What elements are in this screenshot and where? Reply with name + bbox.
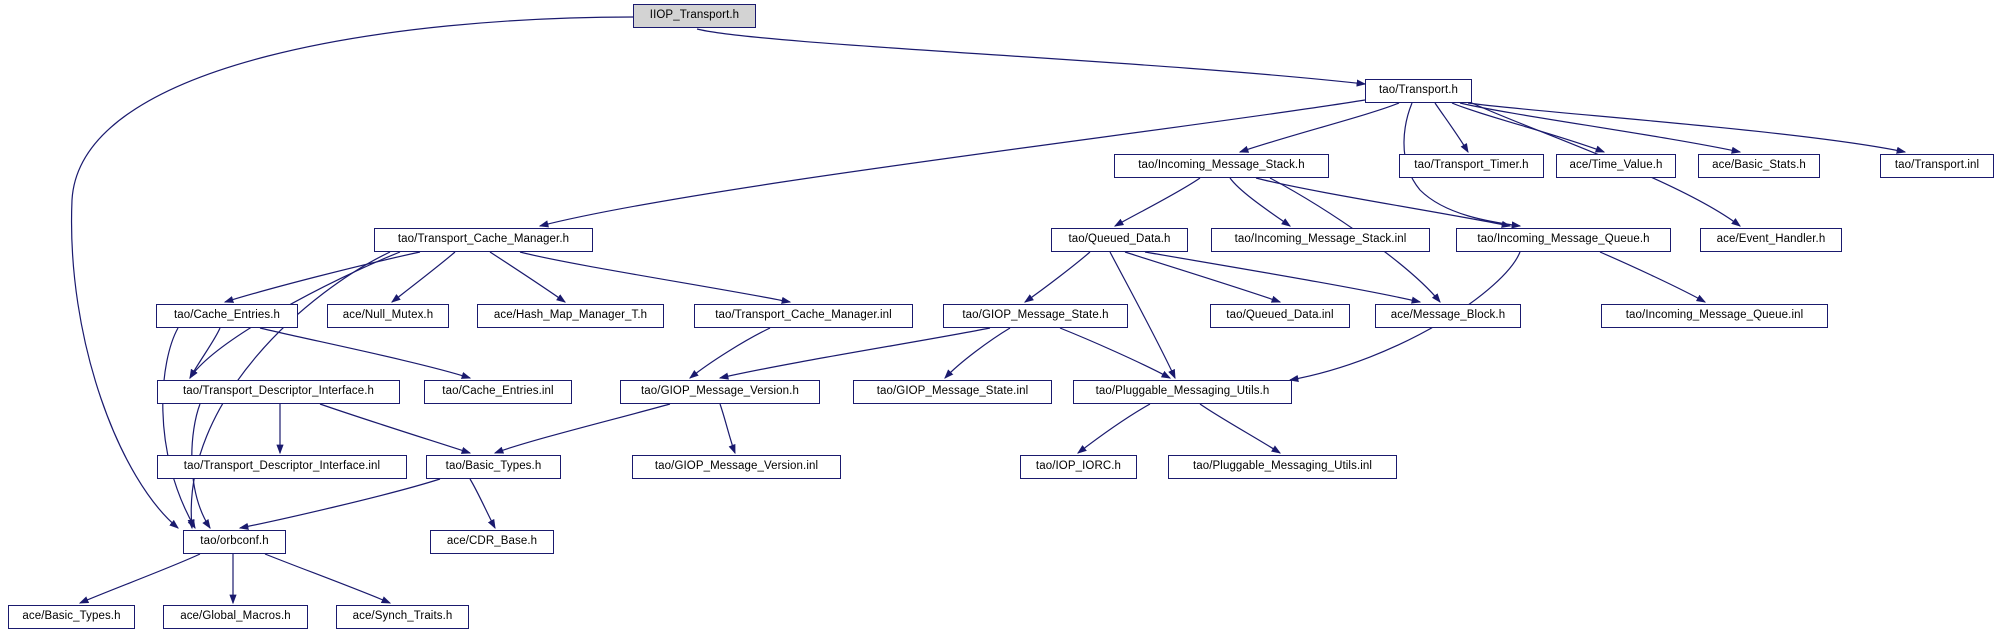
- graph-node-n1[interactable]: tao/Transport.h: [1365, 79, 1472, 103]
- graph-edge-n2-n10: [1256, 178, 1510, 226]
- graph-node-n32[interactable]: ace/Basic_Types.h: [8, 605, 135, 629]
- graph-edge-n22-n27: [720, 404, 735, 453]
- graph-edge-n24-n28: [1078, 404, 1150, 453]
- graph-edge-n1-n2: [1240, 103, 1399, 152]
- graph-node-n15[interactable]: tao/Transport_Cache_Manager.inl: [694, 304, 913, 328]
- graph-node-n10[interactable]: tao/Incoming_Message_Queue.h: [1456, 228, 1671, 252]
- graph-node-n21[interactable]: tao/Cache_Entries.inl: [424, 380, 572, 404]
- graph-node-n26[interactable]: tao/Basic_Types.h: [426, 455, 561, 479]
- graph-node-n31[interactable]: ace/CDR_Base.h: [430, 530, 554, 554]
- graph-edge-n26-n30: [240, 479, 440, 528]
- graph-edge-n16-n24: [1060, 328, 1170, 378]
- graph-node-n2[interactable]: tao/Incoming_Message_Stack.h: [1114, 154, 1329, 178]
- graph-node-n0[interactable]: IIOP_Transport.h: [633, 4, 756, 28]
- graph-edge-n0-n30: [72, 17, 633, 528]
- graph-node-n28[interactable]: tao/IOP_IORC.h: [1020, 455, 1137, 479]
- graph-edge-n10-n19: [1600, 252, 1705, 302]
- graph-node-n29[interactable]: tao/Pluggable_Messaging_Utils.inl: [1168, 455, 1397, 479]
- graph-node-n24[interactable]: tao/Pluggable_Messaging_Utils.h: [1073, 380, 1292, 404]
- graph-node-n7[interactable]: tao/Transport_Cache_Manager.h: [374, 228, 593, 252]
- graph-node-n12[interactable]: tao/Cache_Entries.h: [156, 304, 298, 328]
- graph-node-n34[interactable]: ace/Synch_Traits.h: [336, 605, 469, 629]
- graph-node-n18[interactable]: ace/Message_Block.h: [1375, 304, 1521, 328]
- graph-edge-n12-n21: [260, 328, 470, 378]
- graph-edge-n16-n23: [945, 328, 1010, 378]
- graph-node-n13[interactable]: ace/Null_Mutex.h: [327, 304, 449, 328]
- graph-node-n33[interactable]: ace/Global_Macros.h: [163, 605, 308, 629]
- graph-node-n17[interactable]: tao/Queued_Data.inl: [1210, 304, 1350, 328]
- graph-node-n19[interactable]: tao/Incoming_Message_Queue.inl: [1601, 304, 1828, 328]
- graph-edge-n22-n26: [495, 404, 670, 453]
- graph-node-n25[interactable]: tao/Transport_Descriptor_Interface.inl: [157, 455, 407, 479]
- graph-edge-n1-n5: [1460, 103, 1740, 152]
- graph-node-n8[interactable]: tao/Queued_Data.h: [1051, 228, 1188, 252]
- graph-node-n30[interactable]: tao/orbconf.h: [183, 530, 286, 554]
- graph-edge-n15-n22: [690, 328, 770, 378]
- graph-node-n11[interactable]: ace/Event_Handler.h: [1700, 228, 1842, 252]
- graph-edge-n1-n3: [1435, 103, 1468, 152]
- graph-edge-n0-n1: [697, 29, 1365, 84]
- graph-node-n20[interactable]: tao/Transport_Descriptor_Interface.h: [157, 380, 400, 404]
- graph-node-n22[interactable]: tao/GIOP_Message_Version.h: [620, 380, 820, 404]
- graph-edge-n30-n32: [80, 554, 200, 603]
- graph-edge-n26-n31: [470, 479, 495, 528]
- graph-edge-n16-n22: [720, 328, 990, 378]
- graph-edge-n2-n8: [1115, 178, 1200, 226]
- graph-node-n14[interactable]: ace/Hash_Map_Manager_T.h: [477, 304, 664, 328]
- graph-node-n27[interactable]: tao/GIOP_Message_Version.inl: [632, 455, 841, 479]
- graph-node-n6[interactable]: tao/Transport.inl: [1880, 154, 1994, 178]
- graph-edge-n12-n20: [190, 328, 220, 378]
- graph-edge-n12-n30: [163, 328, 195, 528]
- graph-edge-n7-n14: [490, 252, 565, 302]
- graph-edge-n8-n17: [1125, 252, 1280, 302]
- graph-edge-n7-n12: [225, 252, 420, 302]
- graph-edge-n2-n9: [1230, 178, 1290, 226]
- graph-edge-n8-n16: [1025, 252, 1090, 302]
- graph-edge-n8-n18: [1145, 252, 1420, 302]
- graph-node-n9[interactable]: tao/Incoming_Message_Stack.inl: [1211, 228, 1430, 252]
- graph-node-n16[interactable]: tao/GIOP_Message_State.h: [943, 304, 1128, 328]
- graph-edge-n1-n6: [1468, 103, 1905, 152]
- graph-node-n4[interactable]: ace/Time_Value.h: [1556, 154, 1676, 178]
- graph-edge-n20-n26: [320, 404, 470, 453]
- graph-node-n23[interactable]: tao/GIOP_Message_State.inl: [853, 380, 1052, 404]
- graph-edge-n24-n29: [1200, 404, 1280, 453]
- graph-edge-n7-n15: [520, 252, 790, 302]
- graph-edge-n7-n13: [392, 252, 455, 302]
- graph-edge-n30-n34: [265, 554, 390, 603]
- graph-edge-n1-n4: [1452, 103, 1604, 152]
- graph-node-n5[interactable]: ace/Basic_Stats.h: [1698, 154, 1820, 178]
- graph-node-n3[interactable]: tao/Transport_Timer.h: [1399, 154, 1544, 178]
